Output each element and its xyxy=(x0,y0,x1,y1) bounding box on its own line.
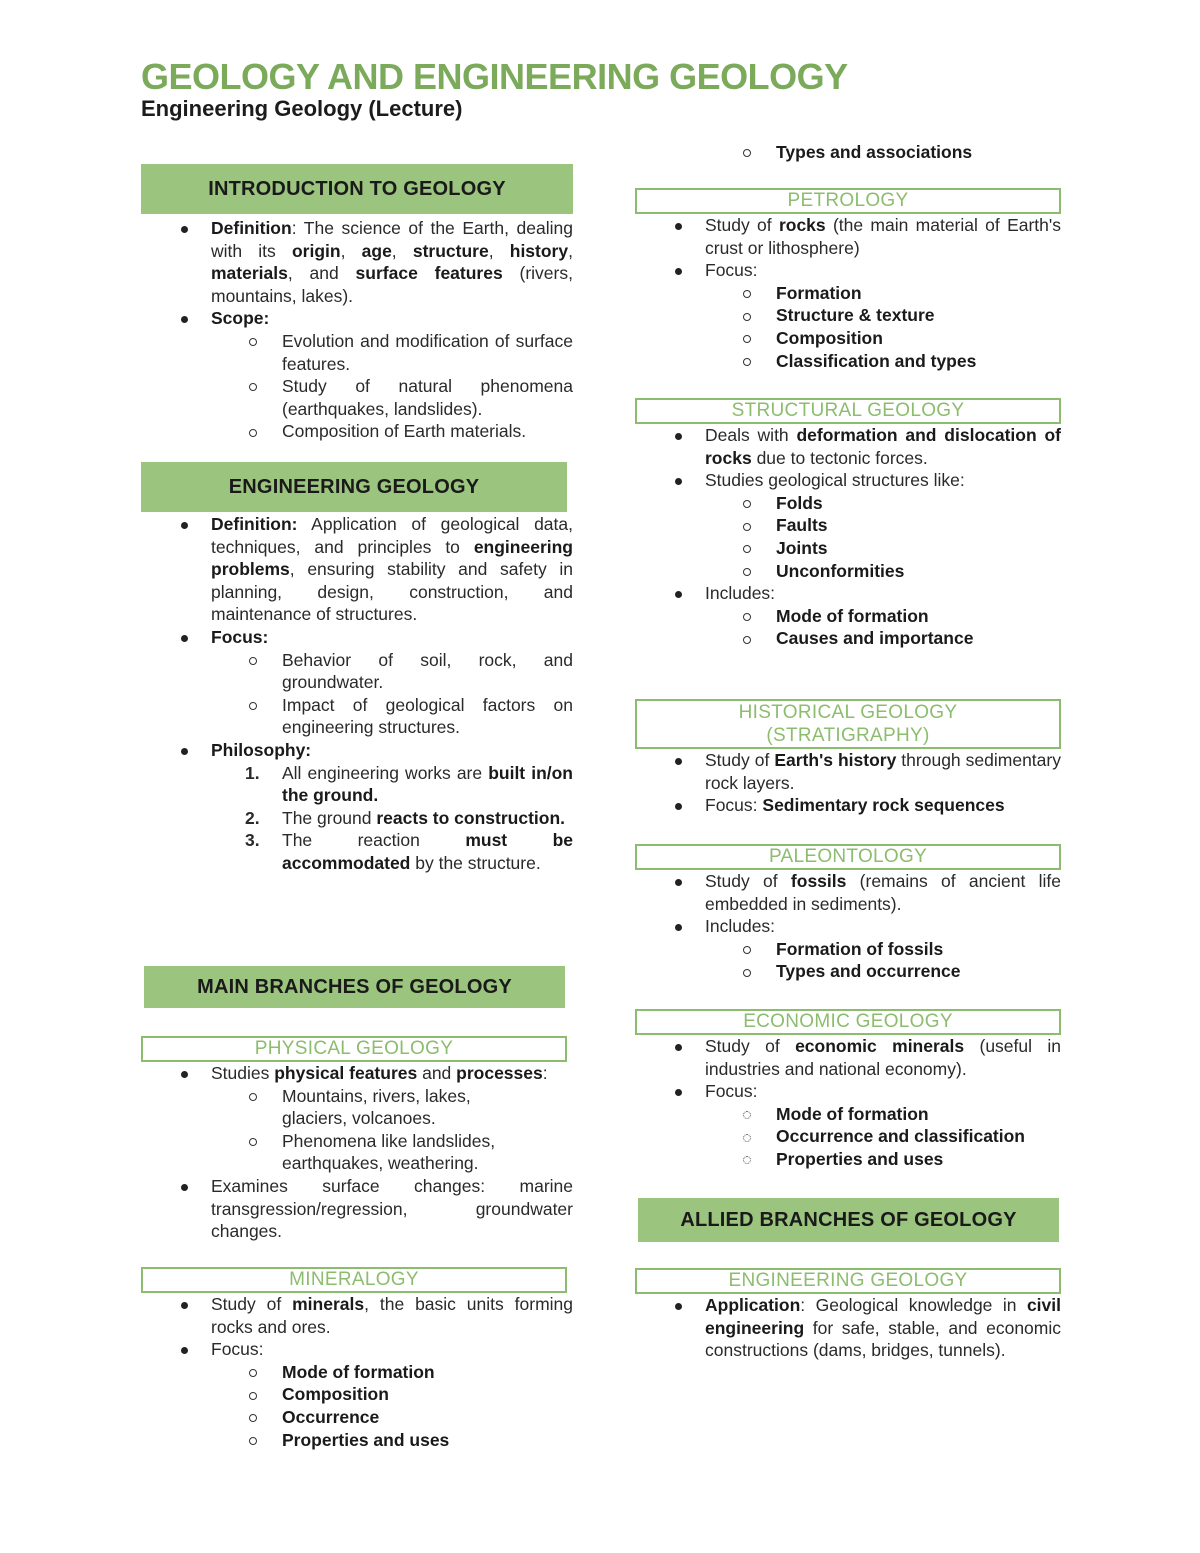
list-item: Study of natural phenomena (earthquakes, landslides). xyxy=(141,375,573,420)
bullet-icon xyxy=(675,1089,682,1096)
petrology-heading: PETROLOGY xyxy=(635,188,1061,214)
historical-b2: Focus: Sedimentary rock sequences xyxy=(635,794,1061,817)
structural-includes: Includes: xyxy=(635,582,1061,605)
physical-geology-section xyxy=(141,1036,573,1243)
circle-bullet-icon xyxy=(743,523,751,531)
bullet-icon xyxy=(181,1071,188,1078)
circle-bullet-icon xyxy=(249,1138,257,1146)
carryover-item: Types and associations xyxy=(635,141,1061,164)
circle-bullet-icon xyxy=(743,335,751,343)
bullet-icon xyxy=(675,1303,682,1310)
list-item: Impact of geological factors on engineering structures. xyxy=(141,694,573,739)
dotted-circle-bullet-icon xyxy=(743,1156,751,1164)
engineering-geology-section xyxy=(141,462,573,875)
list-item: Formation xyxy=(635,282,1061,305)
circle-bullet-icon xyxy=(249,1414,257,1422)
petrology-focus: Focus: xyxy=(635,259,1061,282)
circle-bullet-icon xyxy=(743,946,751,954)
circle-bullet-icon xyxy=(743,545,751,553)
economic-geology-heading: ECONOMIC GEOLOGY xyxy=(635,1009,1061,1035)
bullet-icon xyxy=(675,268,682,275)
circle-bullet-icon xyxy=(743,969,751,977)
mineralogy-section xyxy=(141,1267,573,1451)
list-item: Mode of formation xyxy=(141,1361,573,1384)
petrology-b1: Study of rocks (the main material of Earth's crust or lithosphere) xyxy=(635,214,1061,259)
structural-b2: Studies geological structures like: xyxy=(635,469,1061,492)
list-item: Structure & texture xyxy=(635,304,1061,327)
physical-b1: Studies physical features and processes: xyxy=(141,1062,573,1085)
circle-bullet-icon xyxy=(249,1369,257,1377)
paleontology-section xyxy=(635,844,1061,983)
bullet-icon xyxy=(181,1184,188,1191)
list-item: Joints xyxy=(635,537,1061,560)
circle-bullet-icon xyxy=(249,1392,257,1400)
bullet-icon xyxy=(675,924,682,931)
list-item: Properties and uses xyxy=(635,1148,1061,1171)
paleontology-b1: Study of fossils (remains of ancient life embedded in sediments). xyxy=(635,870,1061,915)
main-branches-heading: MAIN BRANCHES OF GEOLOGY xyxy=(144,966,565,1008)
bullet-icon xyxy=(181,635,188,642)
list-item: Unconformities xyxy=(635,560,1061,583)
list-item: Properties and uses xyxy=(141,1429,573,1452)
allied-engineering-geology-heading: ENGINEERING GEOLOGY xyxy=(635,1268,1061,1294)
list-item: Occurrence xyxy=(141,1406,573,1429)
circle-bullet-icon xyxy=(743,358,751,366)
intro-definition: Definition: The science of the Earth, dealing with its origin, age, structure, history, materials, and surface features (rivers, mountains, lakes). xyxy=(141,217,573,307)
circle-bullet-icon xyxy=(743,290,751,298)
dotted-circle-bullet-icon xyxy=(743,1111,751,1119)
list-item: Types and occurrence xyxy=(635,960,1061,983)
list-item: Occurrence and classification xyxy=(635,1125,1061,1148)
bullet-icon xyxy=(675,758,682,765)
list-item: Evolution and modification of surface features. xyxy=(141,330,573,375)
historical-geology-heading: HISTORICAL GEOLOGY (STRATIGRAPHY) xyxy=(635,699,1061,749)
bullet-icon xyxy=(181,1302,188,1309)
mineralogy-focus: Focus: xyxy=(141,1338,573,1361)
mineralogy-b1: Study of minerals, the basic units forming rocks and ores. xyxy=(141,1293,573,1338)
allied-eng-b1: Application: Geological knowledge in civil engineering for safe, stable, and economic constructions (dams, bridges, tunnels). xyxy=(635,1294,1061,1362)
intro-section xyxy=(141,164,573,443)
structural-geology-section xyxy=(635,398,1061,650)
list-item: Behavior of soil, rock, and groundwater. xyxy=(141,649,573,694)
list-item: Composition xyxy=(141,1383,573,1406)
circle-bullet-icon xyxy=(743,313,751,321)
eng-philosophy: Philosophy: xyxy=(141,739,573,762)
structural-b1: Deals with deformation and dislocation of rocks due to tectonic forces. xyxy=(635,424,1061,469)
petrology-section xyxy=(635,188,1061,372)
circle-bullet-icon xyxy=(249,383,257,391)
list-item: Mode of formation xyxy=(635,605,1061,628)
bullet-icon xyxy=(675,803,682,810)
economic-geology-section xyxy=(635,1009,1061,1171)
list-item: Mountains, rivers, lakes, glaciers, volcanoes. xyxy=(141,1085,573,1130)
physical-b2: Examines surface changes: marine transgression/regression, groundwater changes. xyxy=(141,1175,573,1243)
bullet-icon xyxy=(675,478,682,485)
circle-bullet-icon xyxy=(743,568,751,576)
philosophy-item: 3. The reaction must be accommodated by the structure. xyxy=(245,830,573,873)
list-item: Folds xyxy=(635,492,1061,515)
list-item: Faults xyxy=(635,514,1061,537)
bullet-icon xyxy=(675,433,682,440)
list-item: Classification and types xyxy=(635,350,1061,373)
allied-branches-section xyxy=(638,1198,1059,1242)
bullet-icon xyxy=(181,1347,188,1354)
circle-bullet-icon xyxy=(249,338,257,346)
allied-branches-heading: ALLIED BRANCHES OF GEOLOGY xyxy=(638,1198,1059,1242)
philosophy-item: 2. The ground reacts to construction. xyxy=(245,807,566,828)
list-item: Phenomena like landslides, earthquakes, weathering. xyxy=(141,1130,573,1175)
eng-definition: Definition: Application of geological data, techniques, and principles to engineering problems, ensuring stability and safety in planning, design, construction, and maintenance of structures. xyxy=(141,513,573,626)
document-subtitle: Engineering Geology (Lecture) xyxy=(141,96,463,121)
bullet-icon xyxy=(675,223,682,230)
circle-bullet-icon xyxy=(249,657,257,665)
bullet-icon xyxy=(181,316,188,323)
circle-bullet-icon xyxy=(249,702,257,710)
dotted-circle-bullet-icon xyxy=(743,1134,751,1142)
circle-bullet-icon xyxy=(249,1437,257,1445)
eng-focus: Focus: xyxy=(141,626,573,649)
list-item: Composition of Earth materials. xyxy=(141,420,573,443)
circle-bullet-icon xyxy=(743,636,751,644)
circle-bullet-icon xyxy=(743,500,751,508)
paleontology-includes: Includes: xyxy=(635,915,1061,938)
physical-geology-heading: PHYSICAL GEOLOGY xyxy=(141,1036,567,1062)
structural-geology-heading: STRUCTURAL GEOLOGY xyxy=(635,398,1061,424)
bullet-icon xyxy=(181,748,188,755)
economic-b1: Study of economic minerals (useful in industries and national economy). xyxy=(635,1035,1061,1080)
document-title: GEOLOGY AND ENGINEERING GEOLOGY xyxy=(141,56,848,97)
list-item: Causes and importance xyxy=(635,627,1061,650)
list-item: Mode of formation xyxy=(635,1103,1061,1126)
historical-b1: Study of Earth's history through sedimentary rock layers. xyxy=(635,749,1061,794)
philosophy-item: 1. All engineering works are built in/on the ground. xyxy=(245,762,573,806)
bullet-icon xyxy=(675,1044,682,1051)
bullet-icon xyxy=(181,226,188,233)
circle-bullet-icon xyxy=(743,613,751,621)
circle-bullet-icon xyxy=(249,429,257,437)
intro-heading: INTRODUCTION TO GEOLOGY xyxy=(141,164,573,214)
allied-engineering-geology-section xyxy=(635,1268,1061,1362)
list-item: Composition xyxy=(635,327,1061,350)
historical-geology-section xyxy=(635,699,1061,817)
economic-focus: Focus: xyxy=(635,1080,1061,1103)
mineralogy-heading: MINERALOGY xyxy=(141,1267,567,1293)
bullet-icon xyxy=(181,522,188,529)
bullet-icon xyxy=(675,879,682,886)
intro-scope: Scope: xyxy=(141,307,573,330)
paleontology-heading: PALEONTOLOGY xyxy=(635,844,1061,870)
circle-bullet-icon xyxy=(249,1093,257,1101)
engineering-geology-heading: ENGINEERING GEOLOGY xyxy=(141,462,567,512)
main-branches-section xyxy=(144,966,565,1008)
circle-bullet-icon xyxy=(743,149,751,157)
bullet-icon xyxy=(675,591,682,598)
list-item: Formation of fossils xyxy=(635,938,1061,961)
